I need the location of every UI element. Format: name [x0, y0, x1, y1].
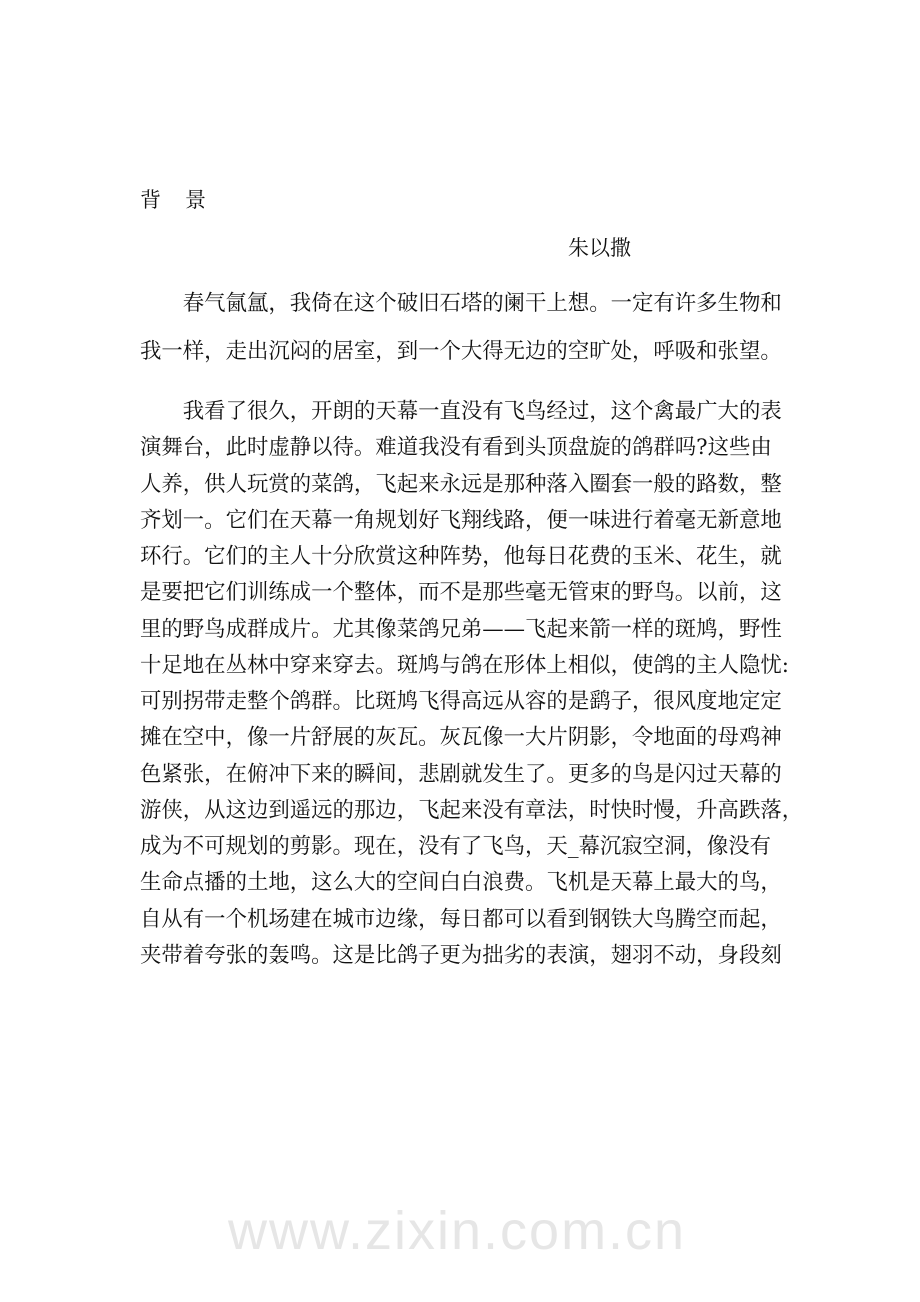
paragraph-2-line: 是要把它们训练成一个整体，而不是那些毫无管束的野鸟。以前，这 [140, 580, 782, 606]
paragraph-2-line: 夹带着夸张的轰鸣。这是比鸽子更为拙劣的表演，翅羽不动，身段刻 [140, 942, 782, 968]
paragraph-2-line: 我看了很久，开朗的天幕一直没有飞鸟经过，这个禽最广大的表 [140, 399, 782, 424]
paragraph-2-line: 十足地在丛林中穿来穿去。斑鸠与鸽在形体上相似，使鸽的主人隐忧: [140, 652, 789, 678]
paragraph-2-line: 自从有一个机场建在城市边缘，每日都可以看到钢铁大鸟腾空而起， [140, 906, 782, 932]
paragraph-2-line: 演舞台，此时虚静以待。难道我没有看到头顶盘旋的鸽群吗?这些由 [140, 435, 772, 461]
paragraph-2-line: 齐划一。它们在天幕一角规划好飞翔线路，便一味进行着毫无新意地 [140, 507, 782, 533]
author-name: 朱以撒 [568, 236, 631, 260]
paragraph-2-line: 游侠，从这边到遥远的那边，飞起来没有章法，时快时慢，升高跌落， [140, 797, 804, 823]
paragraph-2-line: 可别拐带走整个鸽群。比斑鸠飞得高远从容的是鹞子，很风度地定定 [140, 689, 782, 714]
paragraph-2-line: 生命点播的土地，这么大的空间白白浪费。飞机是天幕上最大的鸟， [140, 870, 782, 896]
paragraph-2-line: 摊在空中，像一片舒展的灰瓦。灰瓦像一大片阴影，令地面的母鸡神 [140, 725, 782, 751]
paragraph-1-line: 我一样，走出沉闷的居室，到一个大得无边的空旷处，呼吸和张望。 [140, 339, 782, 364]
paragraph-2-line: 里的野鸟成群成片。尤其像菜鸽兄弟——飞起来箭一样的斑鸠，野性 [140, 616, 782, 642]
paragraph-2-line: 人养，供人玩赏的菜鸽，飞起来永远是那种落入圈套一般的路数，整 [140, 471, 782, 497]
article-title: 背景 [140, 188, 230, 212]
paragraph-2-line: 环行。它们的主人十分欣赏这种阵势，他每日花费的玉米、花生，就 [140, 544, 782, 569]
paragraph-1-line: 春气氤氲，我倚在这个破旧石塔的阑干上想。一定有许多生物和 [140, 291, 782, 316]
paragraph-2-line: 成为不可规划的剪影。现在，没有了飞鸟，天_幕沉寂空洞，像没有 [140, 834, 772, 859]
watermark: www.zixin.com.cn [228, 1201, 687, 1261]
paragraph-2-line: 色紧张，在俯冲下来的瞬间，悲剧就发生了。更多的鸟是闪过天幕的 [140, 761, 782, 787]
